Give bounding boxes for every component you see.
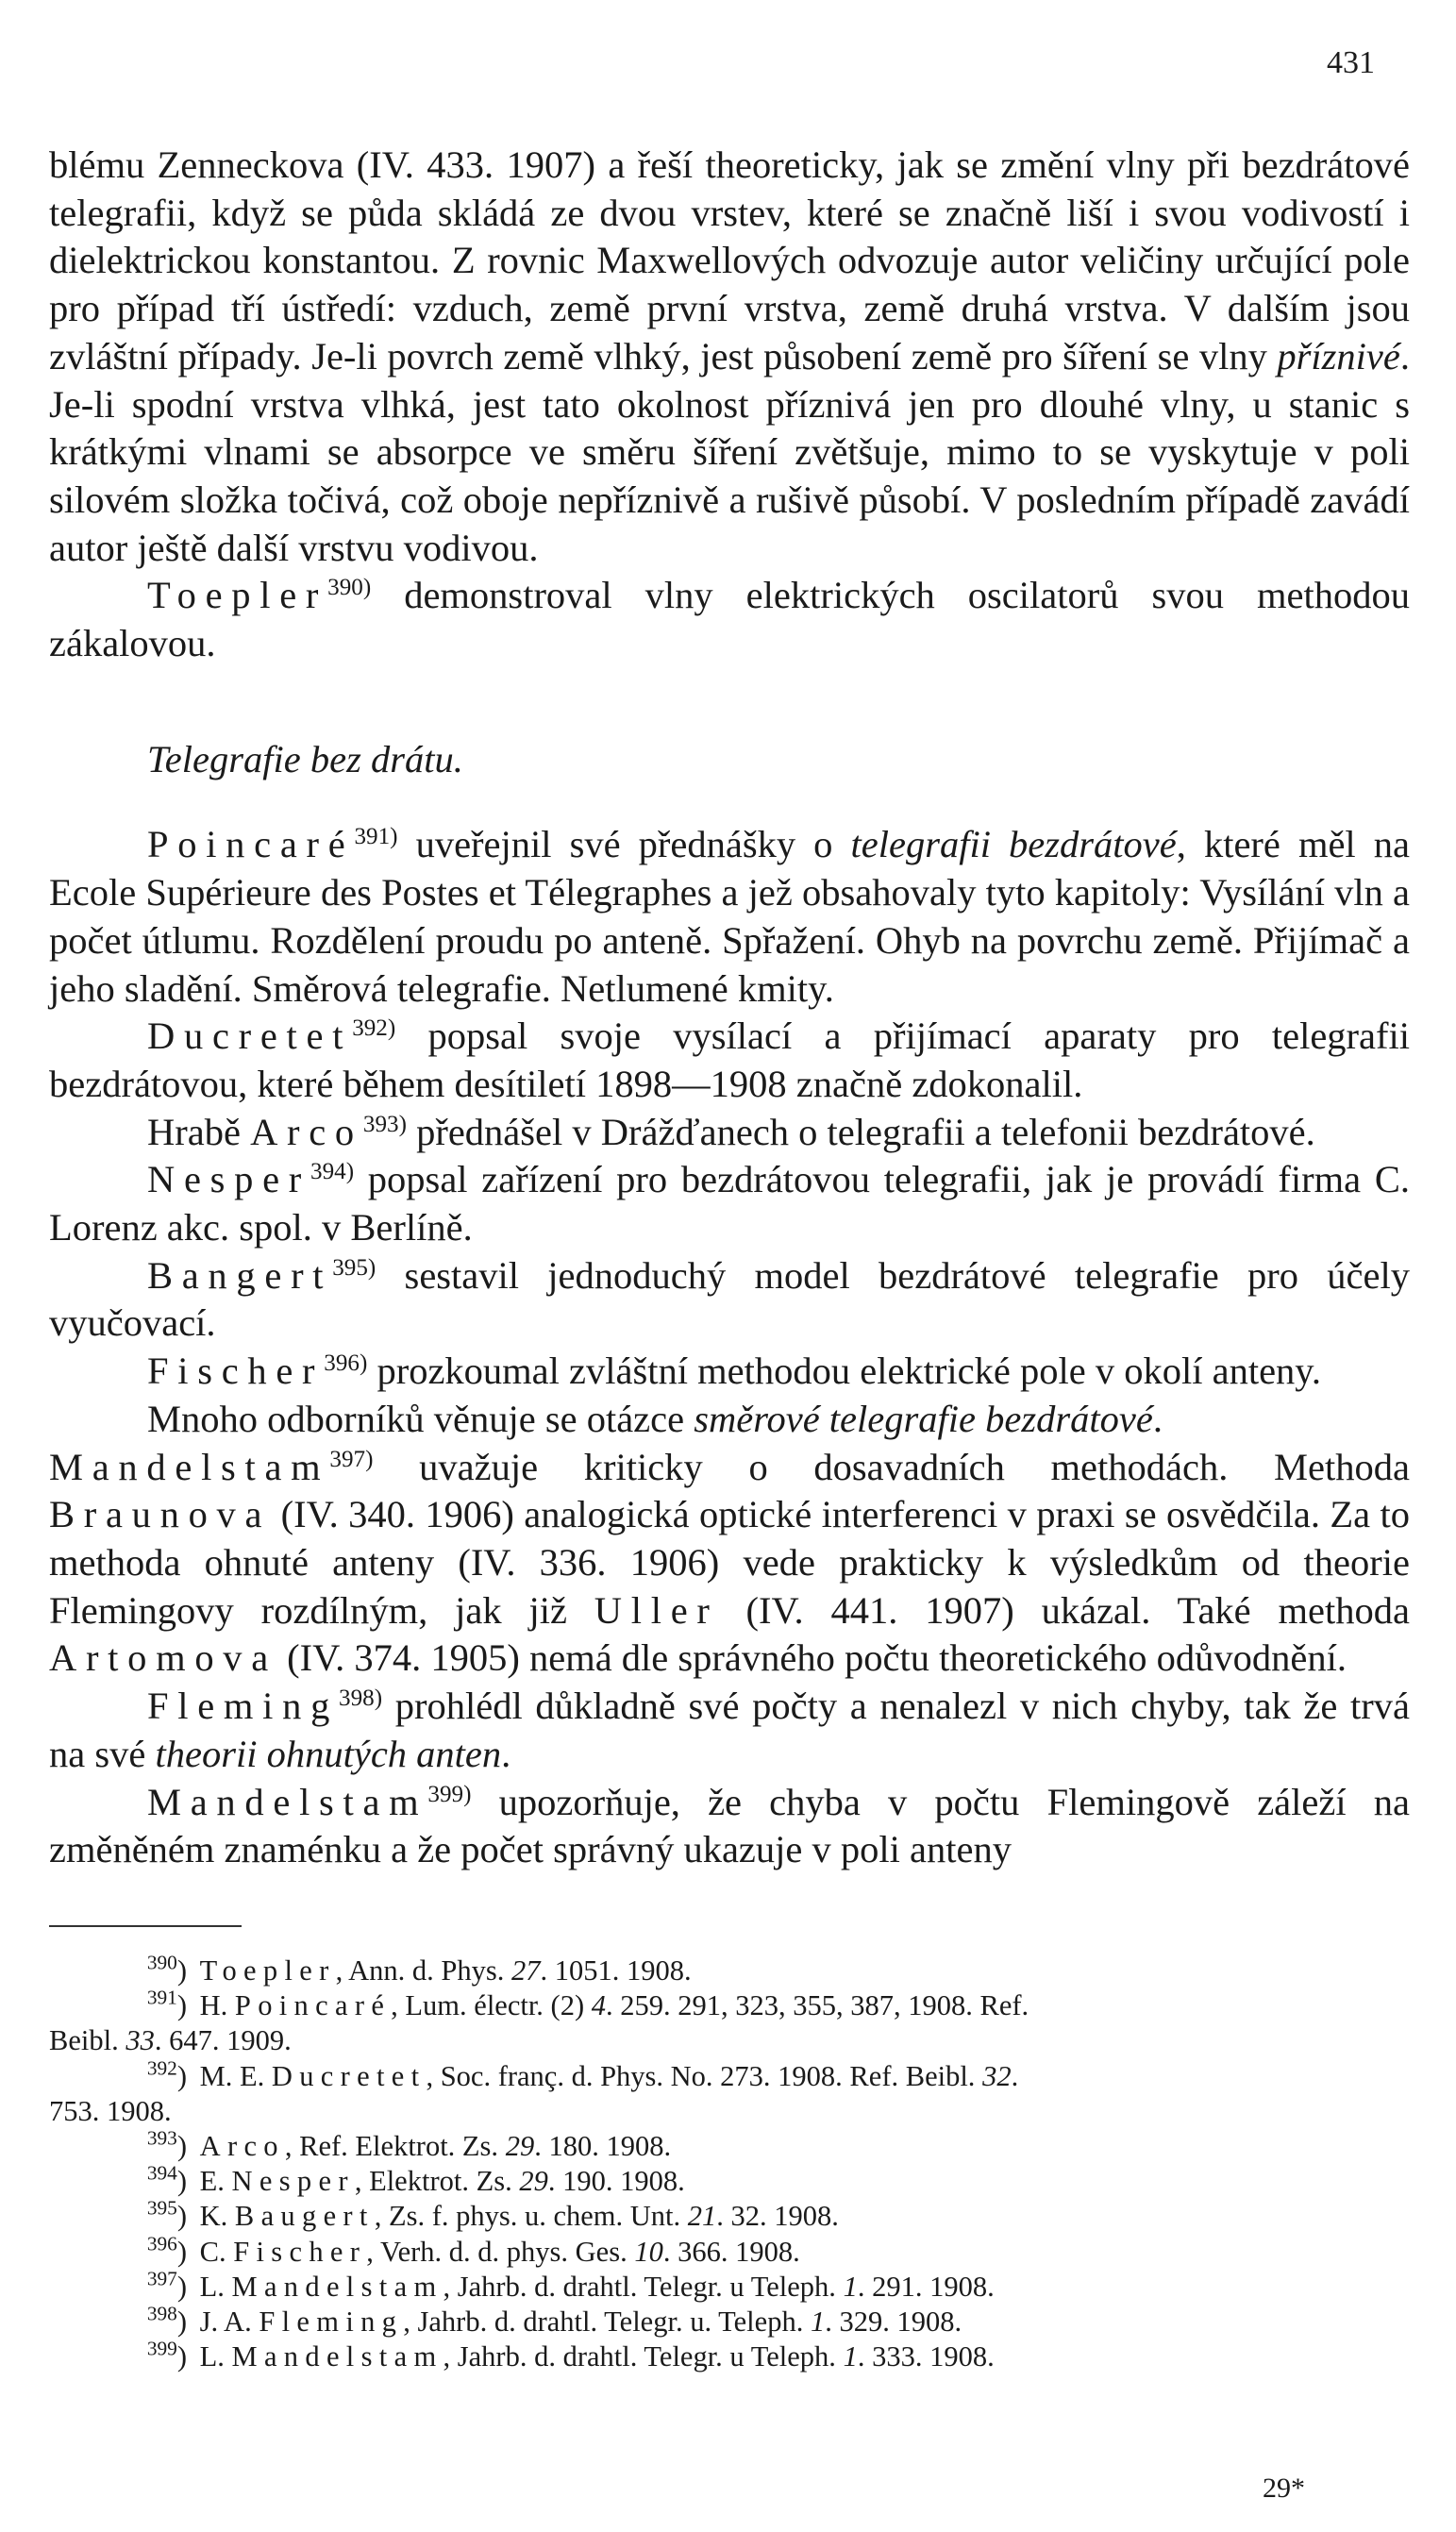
- author-name: Ducretet: [147, 1014, 353, 1058]
- footnote-ref: 393): [362, 1111, 407, 1137]
- emphasis: telegrafii bezdrátové: [850, 823, 1177, 866]
- section-heading: Telegrafie bez drátu.: [147, 737, 463, 780]
- footnote: $^{390}$) Toepler, Ann. d. Phys. 27. 1051. 1908.: [146, 1951, 692, 1987]
- author-name: Ducretet: [271, 2059, 427, 2092]
- text-run: prozkoumal zvláštní methodou elektrické pole v okolí anteny.: [367, 1350, 1322, 1393]
- author-name: Poincaré: [234, 1989, 392, 2022]
- text-run: upozorňuje, že chyba v počtu Flemingově záleží na změněném znaménku a že počet správný ukazuje v poli anteny: [49, 1780, 1410, 1871]
- emphasis: směrové telegrafie bezdrátové: [694, 1397, 1153, 1440]
- footnote-number: 390: [146, 1951, 177, 1974]
- footnote-number: 399: [146, 2337, 177, 2360]
- footnote-ref: 399): [427, 1781, 472, 1807]
- footnote-ref: 396): [324, 1350, 368, 1377]
- page-number: 431: [1327, 45, 1375, 80]
- emphasis: příznivé: [1277, 334, 1400, 377]
- author-name: Toepler: [147, 574, 328, 617]
- paragraph-bangert: [49, 1252, 1410, 1348]
- footnote: $^{393}$) Arco, Ref. Elektrot. Zs. 29. 180. 1908.: [146, 2126, 672, 2163]
- footnote-ref: 394): [310, 1159, 355, 1185]
- signature-mark: 29*: [1263, 2473, 1305, 2504]
- footnote-number: 395: [146, 2196, 177, 2220]
- footnote-rule: [49, 1925, 242, 1927]
- author-name: Nesper: [147, 1158, 311, 1201]
- text-run: uveřejnil své přednášky o: [397, 823, 851, 866]
- footnote-continuation: Beibl. 33. 647. 1909.: [49, 2024, 292, 2057]
- text-run: blému Zenneckova (IV. 433. 1907) a řeší theoreticky, jak se změní vlny při bezdrátové telegrafii, když se půda skládá ze dvou vrstev, které se značně liší i svou vodivostí i dielektrickou konstantou. Z rovnic Maxwellových odvozuje autor veličiny určující pole pro případ tří ústředí: vzduch, země první vrstva, země druhá vrstva. V dalším jsou zvláštní případy. Je-li povrch země vlhký, jest působení země pro šíření se vlny: [49, 143, 1410, 377]
- author-name: Fischer: [147, 1350, 325, 1393]
- footnote-number: 392: [146, 2055, 177, 2079]
- text-run: popsal zařízení pro bezdrátovou telegrafii, jak je provádí firma C. Lorenz akc. spol. v Berlíně.: [49, 1158, 1410, 1249]
- footnote: $^{398}$) J. A. Fleming, Jahrb. d. drahtl. Telegr. u. Teleph. 1. 329. 1908.: [146, 2302, 962, 2339]
- text-run: . Je-li spodní vrstva vlhká, jest tato okolnost příznivá jen pro dlouhé vlny, u stanic s krátkými vlnami se absorpce ve směru šíření zvětšuje, mimo to se vyskytuje v poli silovém složka točivá, což oboje nepříznivě a rušivě působí. V posledním případě zavádí autor ještě další vrstvu vodivou.: [49, 334, 1410, 569]
- text-run: .: [1152, 1397, 1163, 1440]
- footnote-number: 394: [146, 2161, 177, 2185]
- author-name: Mandelstam: [49, 1445, 330, 1488]
- text-run: Mnoho odborníků věnuje se otázce: [147, 1397, 695, 1440]
- text-run: přednášel v Drážďanech o telegrafii a telefonii bezdrátové.: [406, 1110, 1315, 1153]
- text-run: (IV. 441. 1907) ukázal. Také methoda: [718, 1588, 1410, 1632]
- footnotes: [49, 1953, 1410, 2374]
- paragraph-ducretet: [49, 1013, 1410, 1108]
- footnote: $^{392}$) M. E. Ducretet, Soc. franç. d. Phys. No. 273. 1908. Ref. Beibl. 32.: [146, 2055, 1019, 2092]
- emphasis: theorii ohnutých anten: [155, 1732, 502, 1775]
- text-run: prohlédl důkladně své počty a nenalezl v nich chyby, tak že trvá na své: [49, 1685, 1410, 1775]
- text-run: Hrabě: [147, 1110, 251, 1153]
- footnote: $^{395}$) K. Baugert, Zs. f. phys. u. chem. Unt. 21. 32. 1908.: [146, 2196, 839, 2233]
- text-run: sestavil jednoduchý model bezdrátové telegrafie pro účely vyučovací.: [49, 1253, 1410, 1345]
- author-name: Bangert: [147, 1253, 333, 1297]
- author-name: Fleming: [259, 2306, 404, 2339]
- footnote-number: 391: [146, 1986, 177, 2009]
- author-name: Arco: [250, 1110, 363, 1153]
- paragraph-fleming: [49, 1683, 1410, 1778]
- author-name: Fleming: [147, 1685, 340, 1728]
- paragraph-fischer: [49, 1348, 1410, 1396]
- footnote-continuation: 753. 1908.: [49, 2094, 172, 2127]
- paragraph-mandelstam: [49, 1444, 1410, 1684]
- author-name: Braunova: [49, 1493, 272, 1536]
- footnote-ref: 390): [327, 575, 372, 601]
- author-name: Artomova: [49, 1636, 277, 1680]
- footnote: $^{399}$) L. Mandelstam, Jahrb. d. drahtl. Telegr. u Teleph. 1. 333. 1908.: [146, 2337, 995, 2373]
- author-name: Mandelstam: [231, 2270, 443, 2303]
- footnote-ref: 395): [332, 1254, 377, 1281]
- footnote-number: 393: [146, 2126, 177, 2150]
- text-run: .: [501, 1732, 511, 1775]
- footnote-number: 397: [146, 2267, 177, 2290]
- text-run: (IV. 374. 1905) nemá dle správného počtu theoretického odůvodnění.: [276, 1636, 1347, 1680]
- paragraph-poincare: [49, 821, 1410, 1013]
- author-name: Fischer: [233, 2235, 367, 2268]
- paragraph-toepler: [49, 572, 1410, 667]
- text-run: popsal svoje vysílací a přijímací aparaty pro telegrafii bezdrátovou, které během desítiletí 1898—1908 značně zdokonalil.: [49, 1014, 1410, 1105]
- author-name: Uller: [594, 1588, 719, 1632]
- text-run: , které měl na Ecole Supérieure des Postes et Télegraphes a jež obsahovaly tyto kapitoly: Vysílání vln a počet útlumu. Rozdělení proudu po anteně. Spřažení. Ohyb na povrchu země. Přijímač a jeho sladění. Směrová telegrafie. Netlumené kmity.: [49, 823, 1410, 1010]
- text-run: (IV. 340. 1906) analogická optické interferenci v praxi se osvědčila. Za to methoda ohnuté anteny (IV. 336. 1906) vede prakticky k výsledkům od theorie Flemingovy rozdílným, jak již: [49, 1493, 1410, 1632]
- author-name: Mandelstam: [147, 1780, 428, 1823]
- footnote-ref: 392): [352, 1015, 396, 1042]
- footnote: $^{394}$) E. Nesper, Elektrot. Zs. 29. 190. 1908.: [146, 2161, 685, 2198]
- author-name: Toepler: [199, 1954, 336, 1987]
- paragraph-directional: [49, 1396, 1410, 1444]
- text-run: demonstroval vlny elektrických oscilatorů svou methodou zákalovou.: [49, 574, 1410, 665]
- footnote: $^{396}$) C. Fischer, Verh. d. d. phys. Ges. 10. 366. 1908.: [146, 2231, 800, 2268]
- footnote-ref: 398): [339, 1685, 383, 1712]
- footnote: $^{391}$) H. Poincaré, Lum. électr. (2) 4. 259. 291, 323, 355, 387, 1908. Ref.: [146, 1986, 1029, 2022]
- author-name: Baugert: [234, 2200, 375, 2233]
- footnote-ref: 391): [354, 824, 398, 850]
- main-text: [49, 142, 1410, 1874]
- author-name: Mandelstam: [231, 2340, 443, 2373]
- paragraph-arco: [49, 1109, 1410, 1157]
- footnote: $^{397}$) L. Mandelstam, Jahrb. d. drahtl. Telegr. u Teleph. 1. 291. 1908.: [146, 2267, 995, 2303]
- footnote-ref: 397): [329, 1446, 374, 1472]
- paragraph-1: [49, 142, 1410, 572]
- paragraph-mandelstam-2: [49, 1779, 1410, 1874]
- author-name: Nesper: [231, 2165, 355, 2198]
- paragraph-nesper: [49, 1156, 1410, 1251]
- author-name: Arco: [199, 2130, 285, 2163]
- footnote-number: 398: [146, 2302, 177, 2325]
- footnote-number: 396: [146, 2231, 177, 2255]
- author-name: Poincaré: [147, 823, 355, 866]
- text-run: uvažuje kriticky o dosavadních methodách. Methoda: [373, 1445, 1410, 1488]
